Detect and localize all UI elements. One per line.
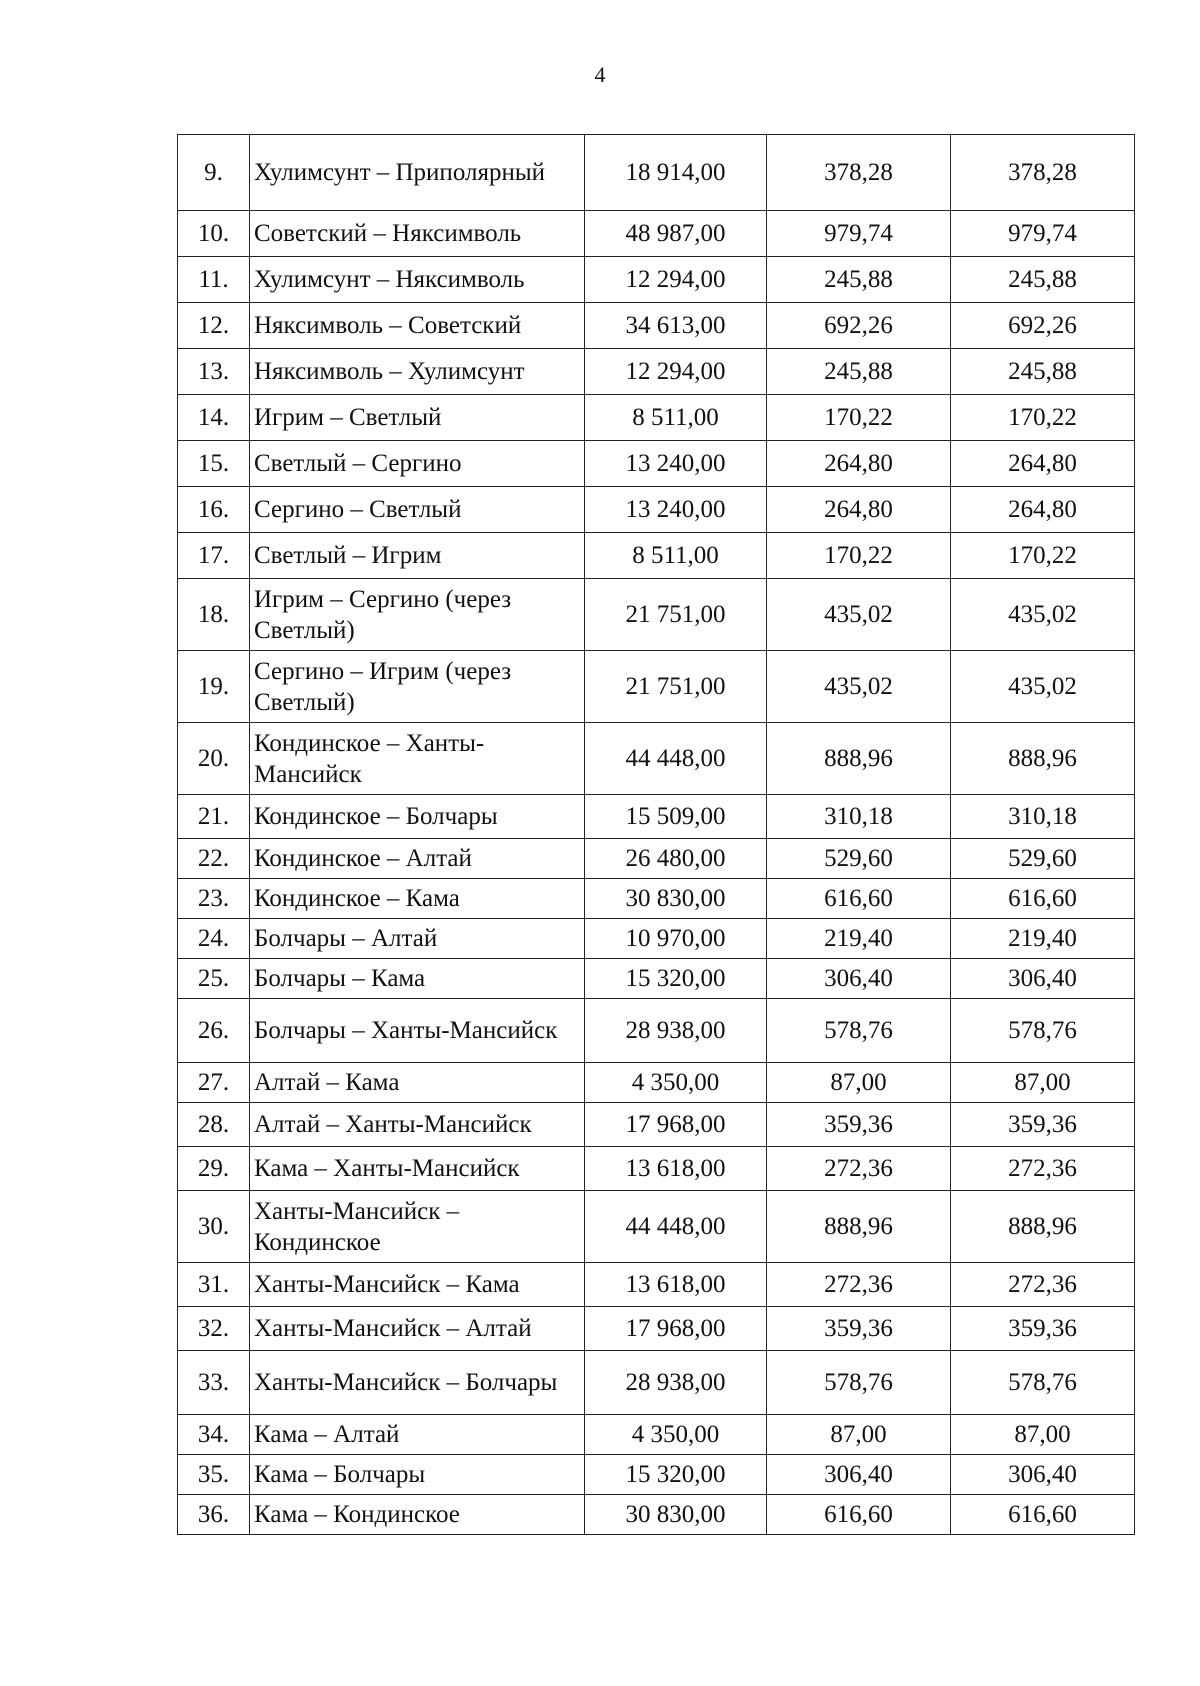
fare-value-1: 8 511,00 [585,395,767,441]
fare-value-1: 30 830,00 [585,1495,767,1535]
table-row [178,211,1135,257]
table-row [178,839,1135,879]
fare-value-3: 529,60 [951,839,1135,879]
fare-value-2: 245,88 [767,349,951,395]
fare-value-1: 8 511,00 [585,533,767,579]
table-row [178,1263,1135,1307]
row-number: 24. [178,919,250,959]
fare-value-3: 359,36 [951,1103,1135,1147]
table-row [178,999,1135,1063]
route-name: Кама – Алтай [250,1415,585,1455]
table-row [178,1307,1135,1351]
route-name: Светлый – Игрим [250,533,585,579]
route-name: Ханты-Мансийск – Кондинское [250,1191,585,1263]
fare-value-3: 264,80 [951,487,1135,533]
fare-value-1: 28 938,00 [585,1351,767,1415]
table-row [178,651,1135,723]
fares-table-body [178,135,1135,1535]
row-number: 31. [178,1263,250,1307]
row-number: 9. [178,135,250,211]
fare-value-1: 17 968,00 [585,1103,767,1147]
route-name: Болчары – Алтай [250,919,585,959]
table-row [178,135,1135,211]
route-name: Алтай – Кама [250,1063,585,1103]
fare-value-1: 15 320,00 [585,1455,767,1495]
fare-value-1: 12 294,00 [585,257,767,303]
fare-value-2: 170,22 [767,533,951,579]
route-name: Советский – Няксимволь [250,211,585,257]
fare-value-2: 692,26 [767,303,951,349]
fare-value-1: 30 830,00 [585,879,767,919]
fare-value-1: 34 613,00 [585,303,767,349]
table-row [178,303,1135,349]
fare-value-3: 272,36 [951,1263,1135,1307]
table-row [178,879,1135,919]
fare-value-3: 692,26 [951,303,1135,349]
table-row [178,349,1135,395]
table-row [178,1351,1135,1415]
fare-value-3: 578,76 [951,1351,1135,1415]
fare-value-2: 306,40 [767,1455,951,1495]
fare-value-3: 616,60 [951,1495,1135,1535]
fare-value-3: 245,88 [951,349,1135,395]
fare-value-3: 306,40 [951,1455,1135,1495]
table-row [178,1495,1135,1535]
route-name: Сергино – Игрим (через Светлый) [250,651,585,723]
fare-value-2: 979,74 [767,211,951,257]
route-name: Кама – Кондинское [250,1495,585,1535]
row-number: 17. [178,533,250,579]
route-name: Ханты-Мансийск – Болчары [250,1351,585,1415]
fare-value-2: 359,36 [767,1307,951,1351]
fare-value-1: 44 448,00 [585,1191,767,1263]
fare-value-3: 272,36 [951,1147,1135,1191]
row-number: 27. [178,1063,250,1103]
route-name: Кама – Болчары [250,1455,585,1495]
fare-value-1: 15 320,00 [585,959,767,999]
route-name: Кондинское – Ханты-Мансийск [250,723,585,795]
fare-value-2: 87,00 [767,1415,951,1455]
row-number: 33. [178,1351,250,1415]
fare-value-2: 578,76 [767,999,951,1063]
fare-value-3: 888,96 [951,1191,1135,1263]
fare-value-1: 12 294,00 [585,349,767,395]
fare-value-3: 245,88 [951,257,1135,303]
fare-value-3: 359,36 [951,1307,1135,1351]
route-name: Хулимсунт – Приполярный [250,135,585,211]
fare-value-3: 616,60 [951,879,1135,919]
table-row [178,257,1135,303]
row-number: 32. [178,1307,250,1351]
row-number: 13. [178,349,250,395]
fare-value-3: 219,40 [951,919,1135,959]
route-name: Сергино – Светлый [250,487,585,533]
row-number: 30. [178,1191,250,1263]
fare-value-2: 170,22 [767,395,951,441]
fare-value-2: 888,96 [767,723,951,795]
route-name: Кондинское – Алтай [250,839,585,879]
fare-value-3: 170,22 [951,533,1135,579]
fare-value-1: 13 240,00 [585,487,767,533]
route-name: Няксимволь – Советский [250,303,585,349]
fare-value-1: 15 509,00 [585,795,767,839]
fare-value-1: 26 480,00 [585,839,767,879]
fare-value-3: 306,40 [951,959,1135,999]
page-number: 4 [594,62,606,87]
fare-value-2: 359,36 [767,1103,951,1147]
row-number: 28. [178,1103,250,1147]
row-number: 16. [178,487,250,533]
row-number: 25. [178,959,250,999]
fare-value-2: 435,02 [767,579,951,651]
fare-value-2: 529,60 [767,839,951,879]
fare-value-2: 306,40 [767,959,951,999]
route-name: Няксимволь – Хулимсунт [250,349,585,395]
row-number: 10. [178,211,250,257]
route-name: Кондинское – Болчары [250,795,585,839]
fare-value-3: 87,00 [951,1063,1135,1103]
fare-value-3: 378,28 [951,135,1135,211]
fare-value-3: 170,22 [951,395,1135,441]
table-row [178,1063,1135,1103]
fare-value-1: 13 240,00 [585,441,767,487]
table-row [178,395,1135,441]
route-name: Ханты-Мансийск – Кама [250,1263,585,1307]
fare-value-2: 87,00 [767,1063,951,1103]
table-row [178,1103,1135,1147]
fare-value-1: 28 938,00 [585,999,767,1063]
fare-value-3: 87,00 [951,1415,1135,1455]
row-number: 11. [178,257,250,303]
fare-value-2: 435,02 [767,651,951,723]
fare-value-1: 13 618,00 [585,1147,767,1191]
row-number: 18. [178,579,250,651]
fare-value-3: 310,18 [951,795,1135,839]
fare-value-1: 4 350,00 [585,1415,767,1455]
table-row [178,1191,1135,1263]
table-row [178,723,1135,795]
route-name: Болчары – Кама [250,959,585,999]
fare-value-3: 979,74 [951,211,1135,257]
row-number: 19. [178,651,250,723]
row-number: 29. [178,1147,250,1191]
fare-value-2: 616,60 [767,879,951,919]
table-row [178,579,1135,651]
fares-table [177,134,1135,1535]
fare-value-2: 272,36 [767,1147,951,1191]
row-number: 14. [178,395,250,441]
route-name: Кондинское – Кама [250,879,585,919]
fare-value-3: 888,96 [951,723,1135,795]
table-row [178,1415,1135,1455]
table-row [178,533,1135,579]
row-number: 15. [178,441,250,487]
fare-value-3: 578,76 [951,999,1135,1063]
route-name: Игрим – Сергино (через Светлый) [250,579,585,651]
table-row [178,441,1135,487]
fare-value-3: 435,02 [951,651,1135,723]
fare-value-1: 48 987,00 [585,211,767,257]
fare-value-2: 272,36 [767,1263,951,1307]
row-number: 20. [178,723,250,795]
table-row [178,959,1135,999]
fare-value-2: 310,18 [767,795,951,839]
fare-value-2: 245,88 [767,257,951,303]
route-name: Светлый – Сергино [250,441,585,487]
row-number: 21. [178,795,250,839]
fare-value-2: 219,40 [767,919,951,959]
fare-value-1: 13 618,00 [585,1263,767,1307]
fare-value-1: 21 751,00 [585,579,767,651]
table-row [178,919,1135,959]
row-number: 26. [178,999,250,1063]
row-number: 34. [178,1415,250,1455]
fare-value-1: 44 448,00 [585,723,767,795]
fare-value-1: 18 914,00 [585,135,767,211]
table-row [178,1147,1135,1191]
fare-value-2: 264,80 [767,487,951,533]
route-name: Алтай – Ханты-Мансийск [250,1103,585,1147]
fare-value-2: 578,76 [767,1351,951,1415]
fare-value-1: 21 751,00 [585,651,767,723]
row-number: 23. [178,879,250,919]
route-name: Кама – Ханты-Мансийск [250,1147,585,1191]
route-name: Хулимсунт – Няксимволь [250,257,585,303]
fare-value-2: 888,96 [767,1191,951,1263]
fare-value-1: 10 970,00 [585,919,767,959]
fare-value-3: 435,02 [951,579,1135,651]
row-number: 12. [178,303,250,349]
fare-value-2: 378,28 [767,135,951,211]
table-row [178,487,1135,533]
row-number: 36. [178,1495,250,1535]
route-name: Болчары – Ханты-Мансийск [250,999,585,1063]
table-row [178,1455,1135,1495]
fare-value-1: 17 968,00 [585,1307,767,1351]
route-name: Игрим – Светлый [250,395,585,441]
fare-value-1: 4 350,00 [585,1063,767,1103]
fare-value-2: 616,60 [767,1495,951,1535]
row-number: 35. [178,1455,250,1495]
route-name: Ханты-Мансийск – Алтай [250,1307,585,1351]
fare-value-3: 264,80 [951,441,1135,487]
fare-value-2: 264,80 [767,441,951,487]
table-row [178,795,1135,839]
row-number: 22. [178,839,250,879]
